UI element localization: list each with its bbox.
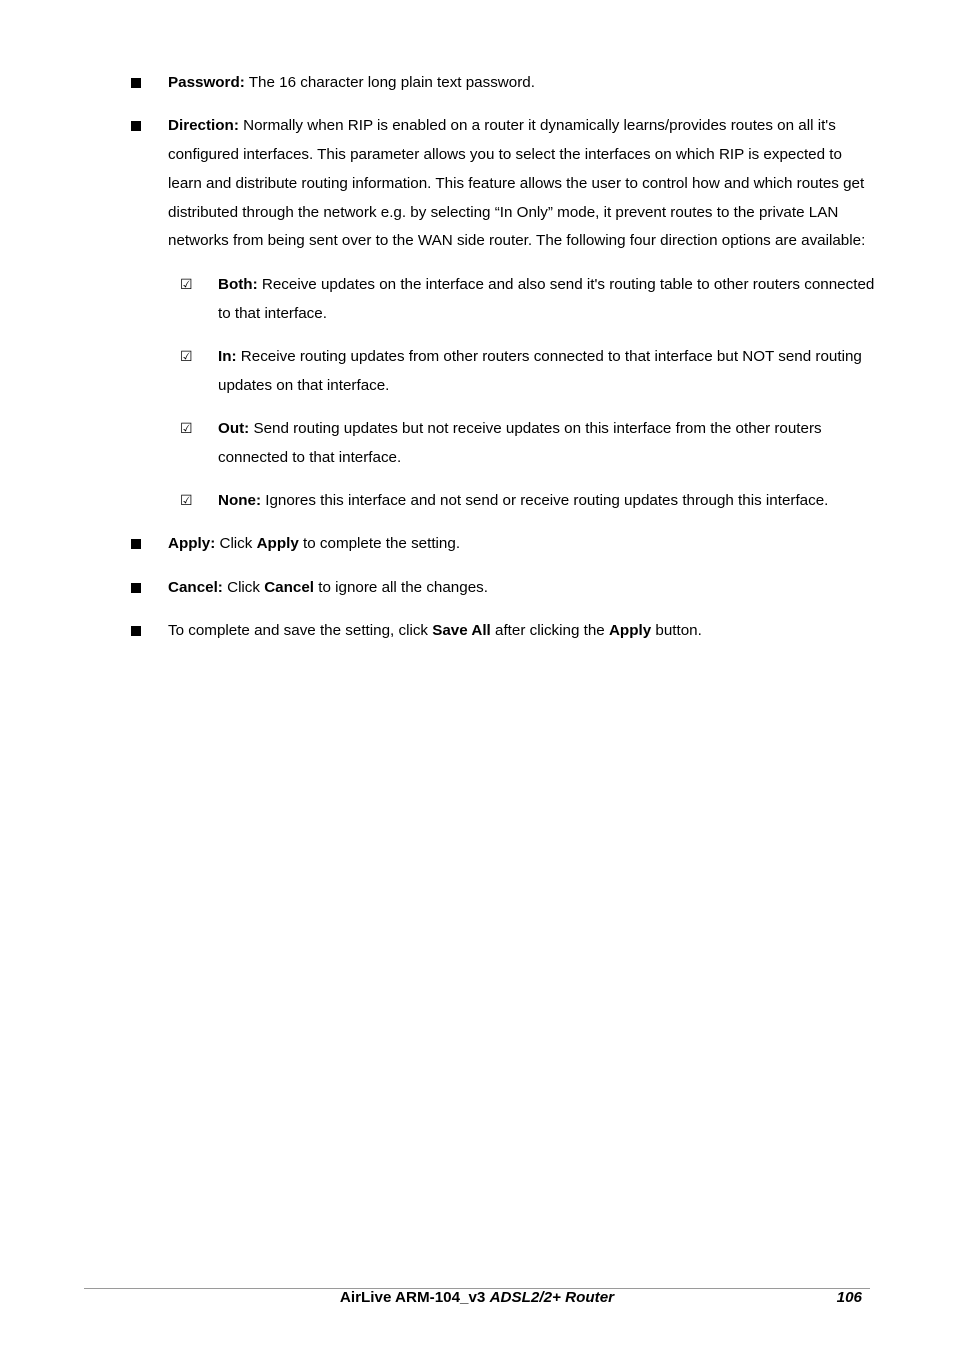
item-text: To complete and save the setting, click: [168, 621, 433, 639]
option-term: None:: [218, 492, 262, 510]
square-bullet-icon: [131, 78, 141, 88]
page-footer: [84, 1289, 870, 1311]
item-term: Cancel:: [168, 578, 223, 596]
option-term: In:: [218, 347, 237, 365]
list-item-direction: [130, 112, 875, 516]
option-text: Send routing updates but not receive updates on this interface from the other routers connected to that interface.: [218, 419, 822, 466]
checkbox-checked-icon: ☑: [180, 420, 193, 437]
list-item-save: [130, 617, 875, 646]
square-bullet-icon: [131, 539, 141, 549]
footer-title: [84, 1289, 870, 1306]
item-text: to ignore all the changes.: [314, 578, 488, 596]
direction-options-list: [168, 271, 875, 516]
option-none: [168, 487, 875, 516]
square-bullet-icon: [131, 121, 141, 131]
square-bullet-icon: [131, 583, 141, 593]
item-text: Normally when RIP is enabled on a router it dynamically learns/provides routes on all it's configured interfaces. This parameter allows you to select the interfaces on which RIP is expected to learn and distribute routing information. This feature allows the user to control how and which routes get distributed through the network e.g. by selecting “In Only” mode, it prevent routes to the private LAN networks from being sent over to the WAN side router. The following four direction options are available:: [168, 117, 866, 250]
page-number: 106: [836, 1289, 862, 1306]
item-text: The 16 character long plain text password.: [244, 74, 535, 91]
item-term: Direction:: [168, 117, 239, 135]
item-text: Click: [215, 535, 257, 553]
list-item-apply: [130, 530, 875, 559]
item-text: to complete the setting.: [298, 535, 461, 553]
bullet-list: [130, 69, 875, 660]
save-all-keyword: Save All: [432, 621, 491, 639]
list-item-cancel: [130, 574, 875, 603]
option-text: Receive routing updates from other routers connected to that interface but NOT send routing updates on that interface.: [218, 347, 862, 394]
list-item-password: [130, 69, 875, 98]
option-term: Both:: [218, 275, 258, 293]
option-term: Out:: [218, 419, 250, 437]
option-text: Receive updates on the interface and also send it's routing table to other routers connected to that interface.: [218, 275, 875, 322]
item-term: Password:: [168, 74, 245, 91]
square-bullet-icon: [131, 626, 141, 636]
apply-keyword: Apply: [256, 535, 299, 553]
cancel-keyword: Cancel: [264, 578, 315, 596]
checkbox-checked-icon: ☑: [180, 493, 193, 510]
checkbox-checked-icon: ☑: [180, 348, 193, 365]
option-text: Ignores this interface and not send or receive routing updates through this interface.: [261, 492, 829, 510]
option-in: [168, 343, 875, 401]
item-text: Click: [222, 578, 265, 596]
footer-model: ADSL2/2+ Router: [489, 1289, 615, 1306]
footer-product: AirLive ARM-104_v3: [339, 1289, 490, 1306]
checkbox-checked-icon: ☑: [180, 276, 193, 293]
item-text: after clicking the: [490, 621, 609, 639]
apply-keyword: Apply: [608, 621, 652, 639]
item-text: button.: [651, 621, 702, 639]
item-term: Apply:: [168, 535, 216, 553]
option-both: [168, 271, 875, 329]
option-out: [168, 415, 875, 473]
